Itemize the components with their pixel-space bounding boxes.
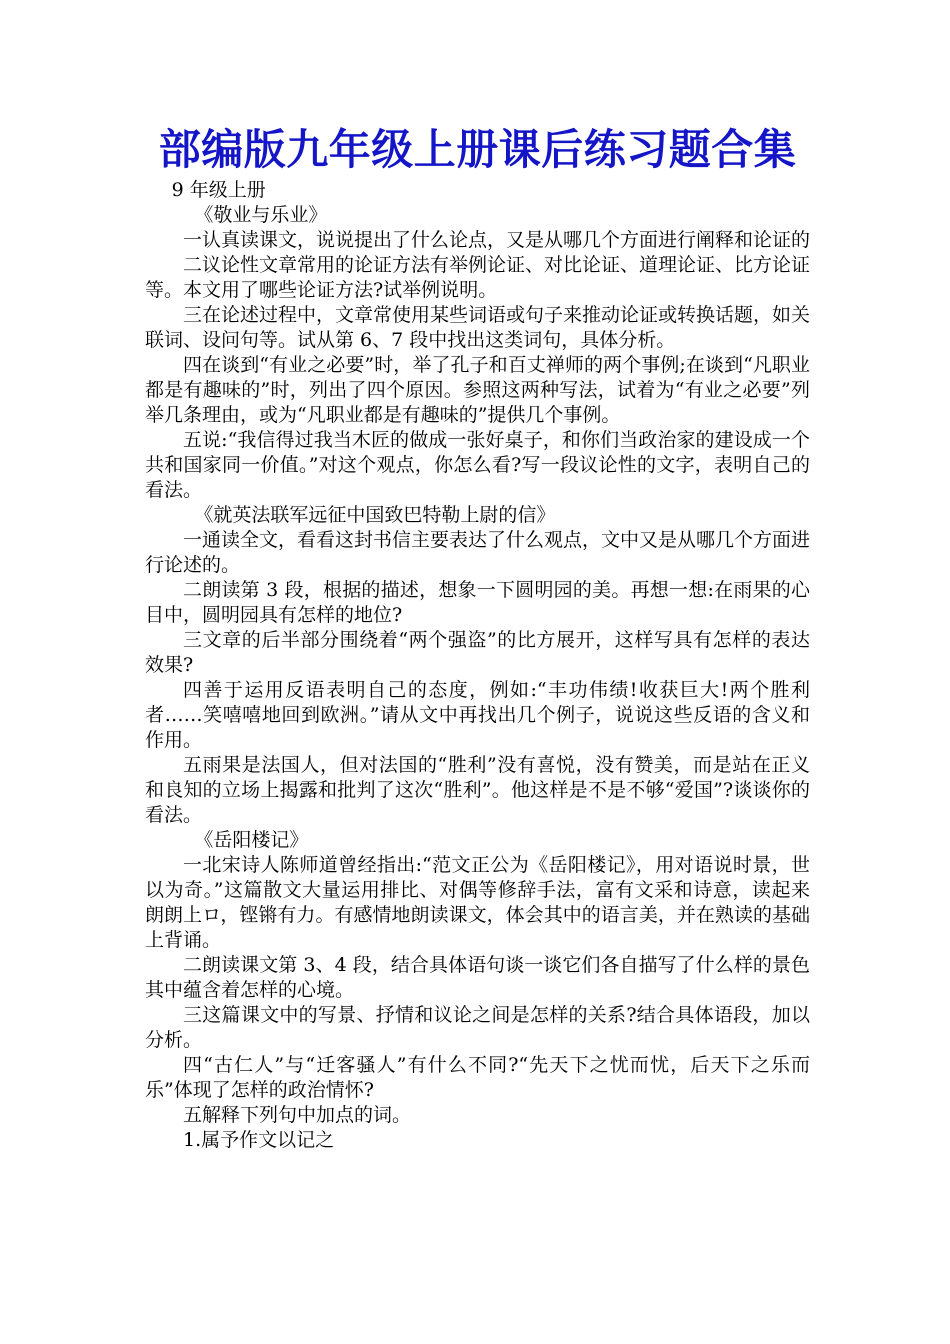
- question-paragraph: 四善于运用反语表明自己的态度，例如:“丰功伟绩!收获巨大!两个胜利者……笑嘻嘻地回到欧洲。”请从文中再找出几个例子，说说这些反语的含义和作用。: [145, 679, 810, 751]
- question-paragraph: 四在谈到“有业之必要”时，举了孔子和百丈禅师的两个事例;在谈到“凡职业都是有趣味的”时，列出了四个原因。参照这两种写法，试着为“有业之必要”列举几条理由，或为“凡职业都是有趣味的”提供几个事例。: [145, 354, 810, 426]
- document-title: 部编版九年级上册课后练习题合集: [158, 125, 797, 174]
- question-paragraph: 三文章的后半部分围绕着“两个强盗”的比方展开，这样写具有怎样的表达效果?: [145, 629, 810, 676]
- grade-label: 9 年级上册: [171, 179, 266, 201]
- section-heading: 《敬业与乐业》: [194, 204, 328, 226]
- question-paragraph: 四“古仁人”与“迁客骚人”有什么不同?“先天下之忧而忧，后天下之乐而乐”体现了怎样的政治情怀?: [145, 1054, 810, 1101]
- question-paragraph: 一认真读课文，说说提出了什么论点，又是从哪几个方面进行阐释和论证的: [183, 229, 811, 251]
- question-paragraph: 二朗读课文第 3、4 段，结合具体语句谈一谈它们各自描写了什么样的景色其中蕴含着怎样的心境。: [145, 954, 810, 1001]
- question-paragraph: 五解释下列句中加点的词。: [183, 1104, 412, 1126]
- question-paragraph: 一通读全文，看看这封书信主要表达了什么观点，文中又是从哪几个方面进行论述的。: [145, 529, 811, 576]
- document-page: [145, 122, 810, 1153]
- question-paragraph: 三这篇课文中的写景、抒情和议论之间是怎样的关系?结合具体语段，加以分析。: [145, 1004, 810, 1051]
- question-paragraph: 五说:“我信得过我当木匠的做成一张好桌子，和你们当政治家的建设成一个共和国家同一价值。”对这个观点，你怎么看?写一段议论性的文字，表明自己的看法。: [145, 429, 810, 501]
- question-paragraph: 二议论性文章常用的论证方法有举例论证、对比论证、道理论证、比方论证等。本文用了哪些论证方法?试举例说明。: [145, 254, 811, 301]
- section-heading: 《岳阳楼记》: [194, 829, 309, 851]
- question-paragraph: 一北宋诗人陈师道曾经指出:“范文正公为《岳阳楼记》，用对语说时景，世以为奇。”这篇散文大量运用排比、对偶等修辞手法，富有文采和诗意，读起来朗朗上ロ，铿锵有力。有感情地朗读课文，体会其中的语言美，并在熟读的基础上背诵。: [145, 854, 810, 951]
- question-paragraph: 五雨果是法国人，但对法国的“胜利”没有喜悦，没有赞美，而是站在正义和良知的立场上揭露和批判了这次“胜利”。他这样是不是不够“爱国”?谈谈你的看法。: [145, 754, 810, 826]
- section-heading: 《就英法联军远征中国致巴特勒上尉的信》: [194, 504, 556, 526]
- question-paragraph: 三在论述过程中，文章常使用某些词语或句子来推动论证或转换话题，如关联词、设问句等。试从第 6、7 段中找出这类词句，具体分析。: [145, 304, 811, 351]
- question-paragraph: 1.属予作文以记之: [183, 1129, 335, 1151]
- question-paragraph: 二朗读第 3 段，根据的描述，想象一下圆明园的美。再想一想:在雨果的心目中，圆明园具有怎样的地位?: [145, 579, 810, 626]
